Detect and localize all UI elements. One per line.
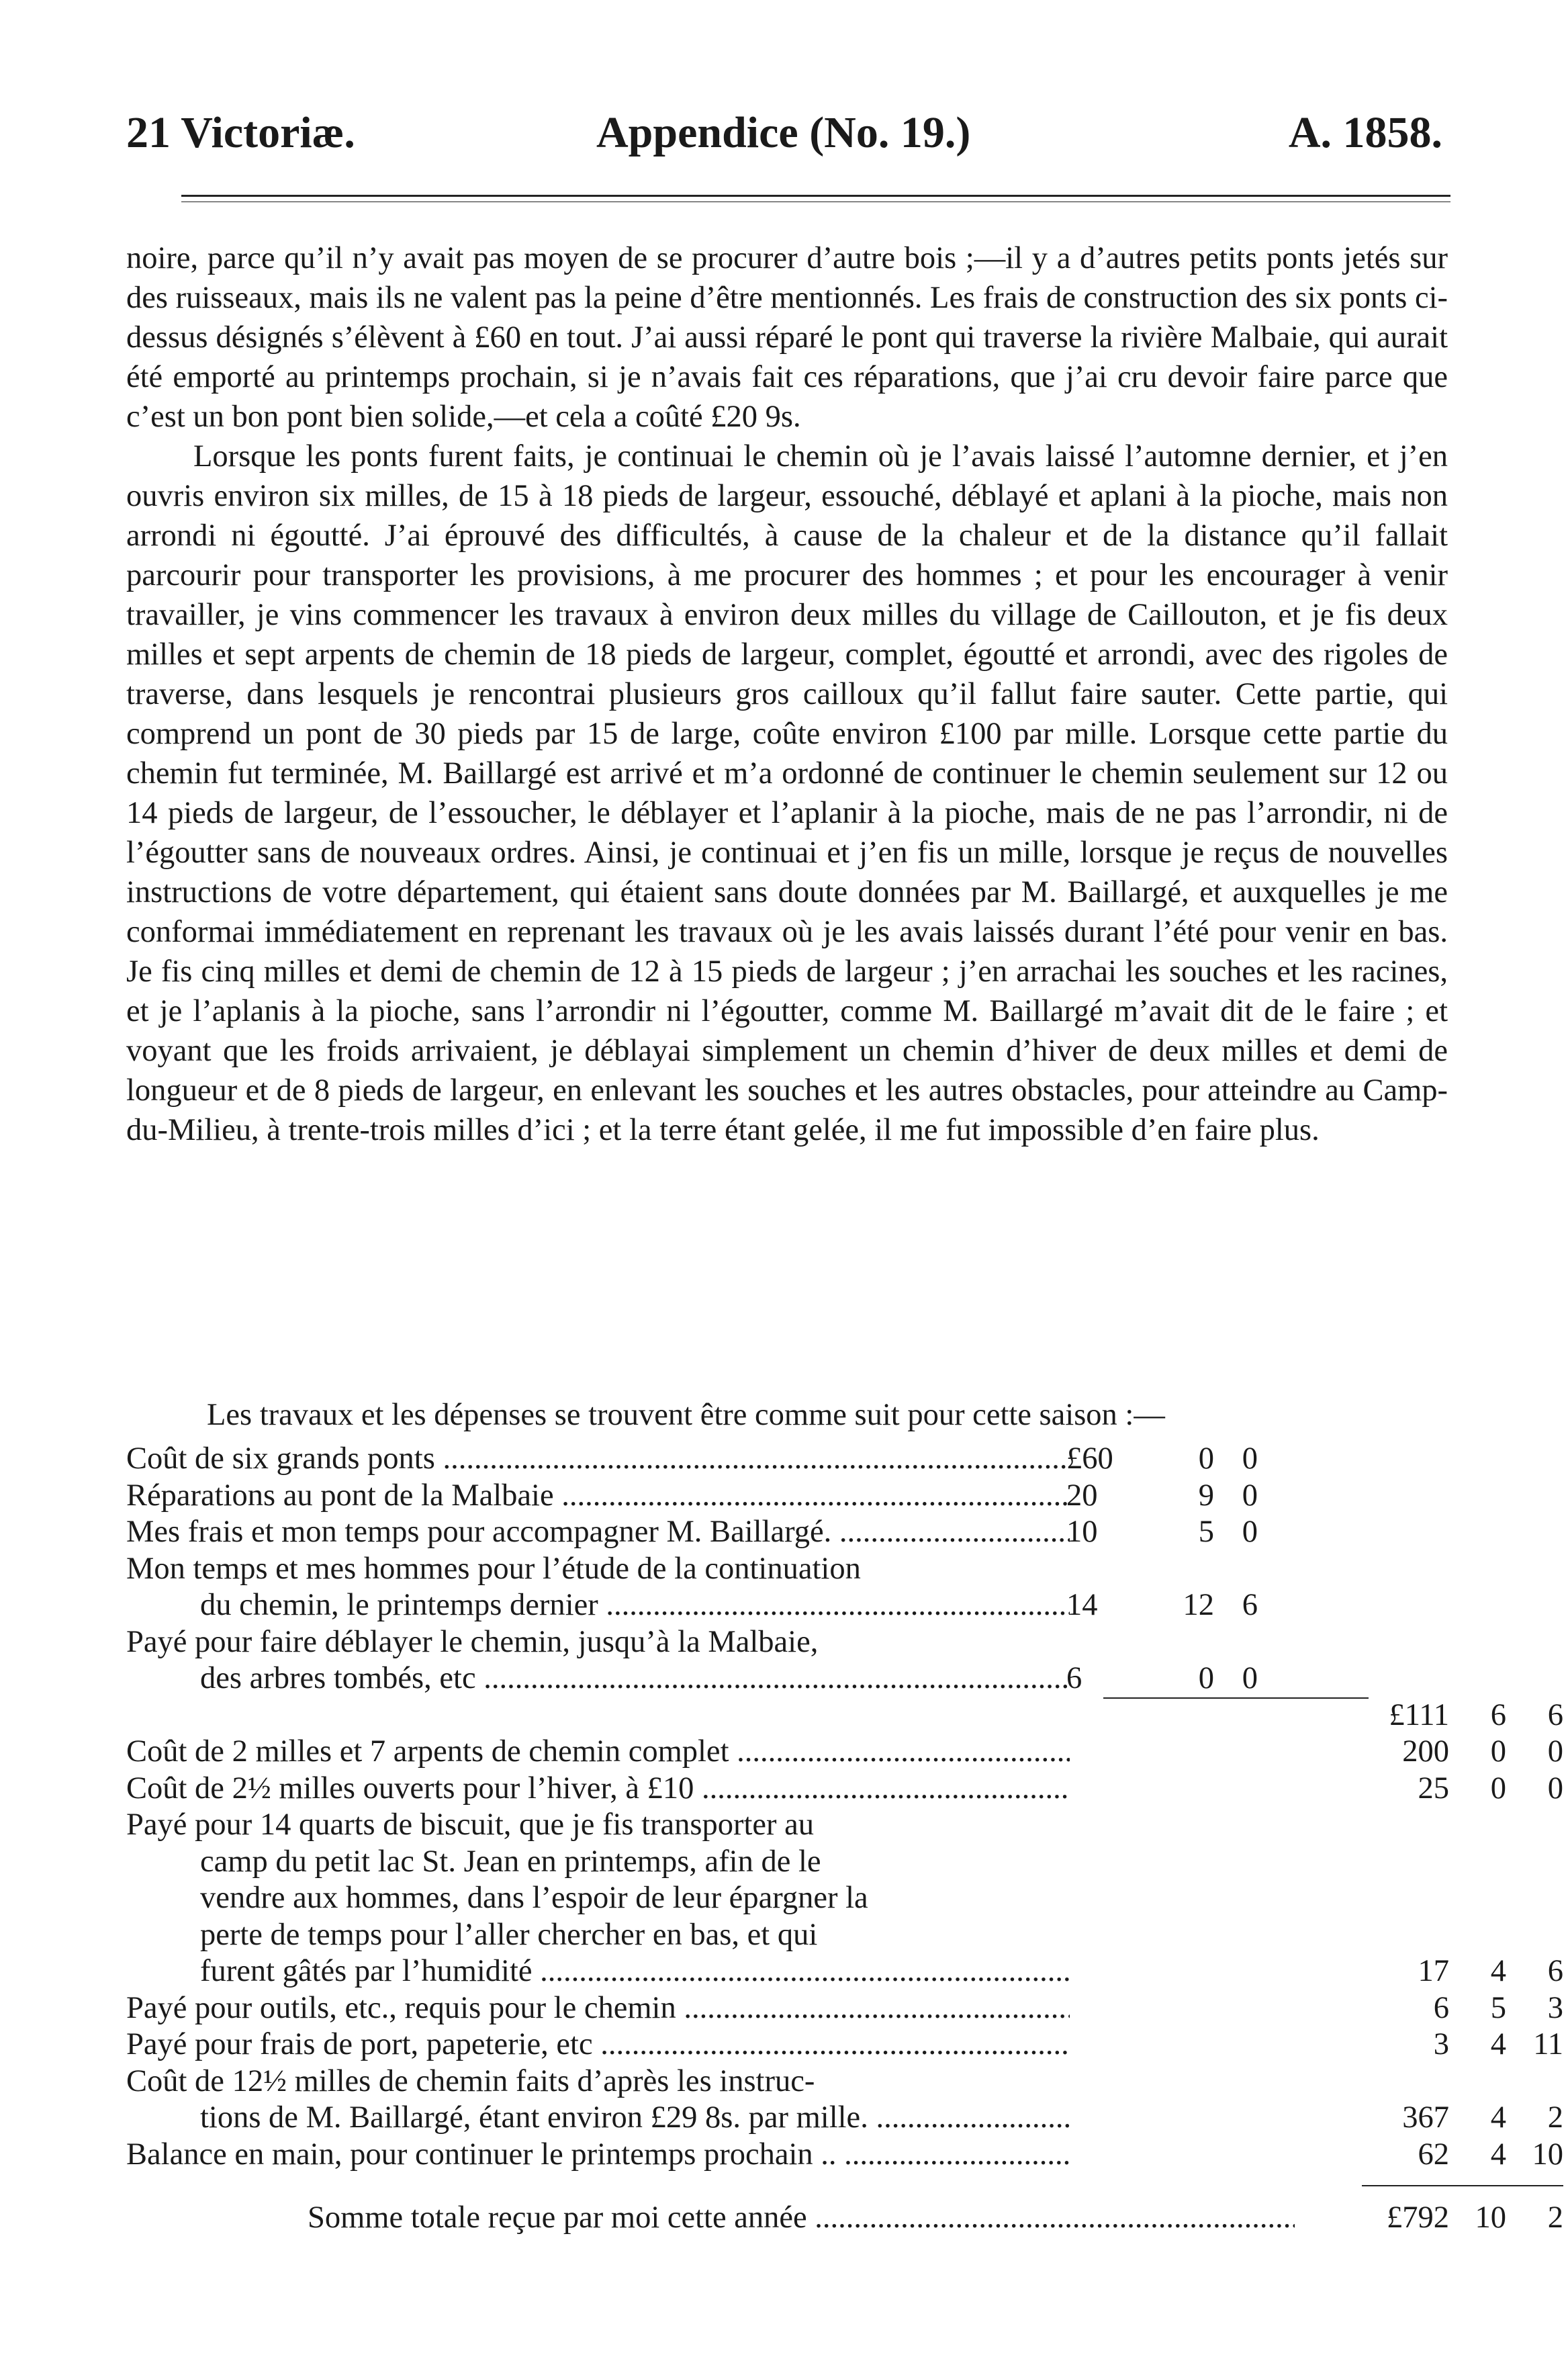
- amount-pounds: 62: [1418, 2137, 1449, 2172]
- expense-row: [126, 1880, 1448, 1917]
- amount-pounds: 20: [1066, 1478, 1098, 1513]
- amount-pounds: 14: [1066, 1588, 1098, 1622]
- amount-pounds: 6: [1433, 1990, 1449, 2025]
- amount-pence: 0: [1242, 1661, 1258, 1695]
- amount-shillings: 12: [1183, 1588, 1214, 1622]
- amount-pounds: 17: [1418, 1954, 1449, 1988]
- expense-row: [126, 2137, 1563, 2174]
- entry-description: Balance en main, pour continuer le printemps prochain .. .....: [126, 2137, 1070, 2174]
- amount-shillings: 5: [1490, 1990, 1506, 2025]
- amount-shillings: 0: [1490, 1734, 1506, 1769]
- amount-pence: 0: [1242, 1441, 1258, 1476]
- amount-pence: 10: [1532, 2137, 1563, 2172]
- amount-shillings: 0: [1198, 1441, 1214, 1476]
- amount-pence: 6: [1242, 1588, 1258, 1622]
- amount-pounds: 367: [1402, 2100, 1449, 2135]
- subtotal-shillings: 6: [1490, 1697, 1506, 1732]
- entry-description: Coût de 2½ milles ouverts pour l’hiver, à £10 .....: [126, 1771, 1070, 1808]
- expense-row: [126, 1917, 1448, 1954]
- amount-pence: 6: [1547, 1954, 1563, 1988]
- header-appendix: Appendice (No. 19.): [596, 108, 971, 157]
- entry-description: Payé pour faire déblayer le chemin, jusqu’à la Malbaie,: [126, 1624, 819, 1659]
- expense-row: [126, 1771, 1563, 1808]
- amount-pence: 0: [1242, 1478, 1258, 1513]
- amount-shillings: 4: [1490, 1954, 1506, 1988]
- entry-description: Coût de six grands ponts .....: [126, 1441, 1070, 1478]
- expense-row: [126, 1624, 1448, 1661]
- total-pounds: £792: [1387, 2200, 1449, 2235]
- expense-statement: [126, 1398, 1563, 2237]
- entry-description: vendre aux hommes, dans l’espoir de leur épargner la: [200, 1881, 868, 1915]
- amount-shillings: 0: [1490, 1771, 1506, 1806]
- paragraph-2: Lorsque les ponts furent faits, je continuai le chemin où je l’avais laissé l’automne dernier, et j’en ouvris environ six milles, de 15 à 18 pieds de largeur, essouché, déblayé et aplani à la pioche, mais non arrondi ni égoutté. J’ai éprouvé des difficultés, à cause de la chaleur et de la distance qu’il fallait parcourir pour transporter les provisions, à me procurer des hommes ; et pour les encourager à venir travailler, je vins commencer les travaux à environ deux milles du village de Caillouton, et je fis deux milles et sept arpents de chemin de 18 pieds de largeur, complet, égoutté et arrondi, avec des rigoles de traverse, dans lesquels je rencontrai plusieurs gros cailloux qu’il fallut faire sauter. Cette partie, qui comprend un pont de 30 pieds par 15 de large, coûte environ £100 par mille. Lorsque cette partie du chemin fut terminée, M. Baillargé est arrivé et m’a ordonné de continuer le chemin seulement sur 12 ou 14 pieds de largeur, de l’essoucher, le déblayer et l’aplanir à la pioche, mais de ne pas l’arrondir, ni de l’égoutter sans de nouveaux ordres. Ainsi, je continuai et j’en fis un mille, lorsque je reçus de nouvelles instructions de votre département, qui étaient sans doute données par M. Baillargé, et auxquelles je me conformai immédiatement en reprenant les travaux où je les avais laissés durant l’été pour venir en bas. Je fis cinq milles et demi de chemin de 12 à 15 pieds de largeur ; j’en arrachai les souches et les racines, et je l’aplanis à la pioche, sans l’arrondir ni l’égoutter, comme M. Baillargé m’avait dit de le faire ; et voyant que les froids arrivaient, je déblayai simplement un chemin d’hiver de deux milles et demi de longueur et de 8 pieds de largeur, en enlevant les souches et les autres obstacles, pour atteindre au Camp-du-Milieu, à trente-trois milles d’ici ; et la terre étant gelée, il me fut impossible d’en faire plus.: [126, 439, 1448, 1147]
- expense-row: [126, 1990, 1563, 2027]
- running-header: [126, 107, 1442, 168]
- total-label: Somme totale reçue par moi cette année .....: [308, 2200, 1295, 2237]
- subtotal-pence: 6: [1547, 1697, 1563, 1732]
- amount-pounds: 10: [1066, 1515, 1098, 1549]
- expense-row: [126, 1587, 1448, 1624]
- header-year: A. 1858.: [1288, 108, 1442, 157]
- entry-description: Payé pour 14 quarts de biscuit, que je fis transporter au: [126, 1808, 815, 1842]
- amount-pounds: 200: [1402, 1734, 1449, 1769]
- expense-row: [126, 1514, 1448, 1551]
- amount-shillings: 0: [1198, 1661, 1214, 1695]
- amount-shillings: 4: [1490, 2027, 1506, 2061]
- entry-description: Payé pour frais de port, papeterie, etc .....: [126, 2027, 1070, 2063]
- amount-pence: 3: [1547, 1990, 1563, 2025]
- amount-pence: 2: [1547, 2100, 1563, 2135]
- subtotal-pounds: £111: [1389, 1697, 1449, 1732]
- statement-intro: Les travaux et les dépenses se trouvent être comme suit pour cette saison :—: [207, 1398, 1165, 1432]
- expense-row: [126, 1660, 1448, 1697]
- amount-pounds: £60: [1066, 1441, 1113, 1476]
- expense-row: [126, 1844, 1448, 1881]
- expense-row: [126, 1734, 1563, 1771]
- total-row: [126, 2200, 1563, 2237]
- expense-row: [126, 1441, 1448, 1478]
- entry-description: Payé pour outils, etc., requis pour le chemin .....: [126, 1990, 1070, 2027]
- amount-pence: 0: [1242, 1515, 1258, 1549]
- amount-shillings: 5: [1198, 1515, 1214, 1549]
- expense-row: [126, 1478, 1448, 1515]
- entry-description: Mes frais et mon temps pour accompagner M. Baillargé. .....: [126, 1514, 1070, 1551]
- entry-description: Réparations au pont de la Malbaie .....: [126, 1478, 1070, 1515]
- entry-description: Mon temps et mes hommes pour l’étude de la continuation: [126, 1551, 861, 1586]
- entry-description: des arbres tombés, etc .....: [200, 1660, 1070, 1697]
- entry-description: tions de M. Baillargé, étant environ £29 8s. par mille. .....: [200, 2100, 1070, 2137]
- amount-pounds: 3: [1433, 2027, 1449, 2061]
- total-shillings: 10: [1475, 2200, 1506, 2235]
- body-text: [126, 238, 1448, 1150]
- expense-row: [126, 2100, 1563, 2137]
- entry-description: Coût de 2 milles et 7 arpents de chemin complet .....: [126, 1734, 1070, 1771]
- amount-pence: 11: [1533, 2027, 1563, 2061]
- amount-shillings: 4: [1490, 2100, 1506, 2135]
- entry-description: du chemin, le printemps dernier .....: [200, 1587, 1070, 1624]
- subtotal-row: [126, 1697, 1563, 1734]
- amount-pence: 0: [1547, 1771, 1563, 1806]
- amount-shillings: 9: [1198, 1478, 1214, 1513]
- header-volume: 21 Victoriæ.: [126, 108, 355, 157]
- entry-description: Coût de 12½ milles de chemin faits d’après les instruc-: [126, 2063, 815, 2098]
- amount-pence: 0: [1547, 1734, 1563, 1769]
- paragraph-1: noire, parce qu’il n’y avait pas moyen de se procurer d’autre bois ;—il y a d’autres petits ponts jetés sur des ruisseaux, mais ils ne valent pas la peine d’être mentionnés. Les frais de construction des six ponts ci-dessus désignés s’élèvent à £60 en tout. J’ai aussi réparé le pont qui traverse la rivière Malbaie, qui aurait été emporté au printemps prochain, si je n’avais fait ces réparations, que j’ai cru devoir faire parce que c’est un bon pont bien solide,—et cela a coûté £20 9s.: [126, 241, 1448, 434]
- entry-description: perte de temps pour l’aller chercher en bas, et qui: [200, 1917, 818, 1952]
- amount-pounds: 25: [1418, 1771, 1449, 1806]
- total-rule: [1362, 2185, 1563, 2186]
- entry-description: camp du petit lac St. Jean en printemps, afin de le: [200, 1844, 821, 1879]
- expense-row: [126, 1953, 1563, 1990]
- entry-description: furent gâtés par l’humidité .....: [200, 1953, 1070, 1990]
- amount-shillings: 4: [1490, 2137, 1506, 2172]
- header-rule: [181, 195, 1450, 197]
- expense-row: [126, 1551, 1448, 1588]
- amount-pounds: 6: [1066, 1661, 1082, 1695]
- expense-row: [126, 2027, 1563, 2063]
- total-spacer: [126, 2173, 1448, 2200]
- total-pence: 2: [1547, 2200, 1563, 2235]
- expense-row: [126, 1807, 1448, 1844]
- expense-row: [126, 2063, 1448, 2100]
